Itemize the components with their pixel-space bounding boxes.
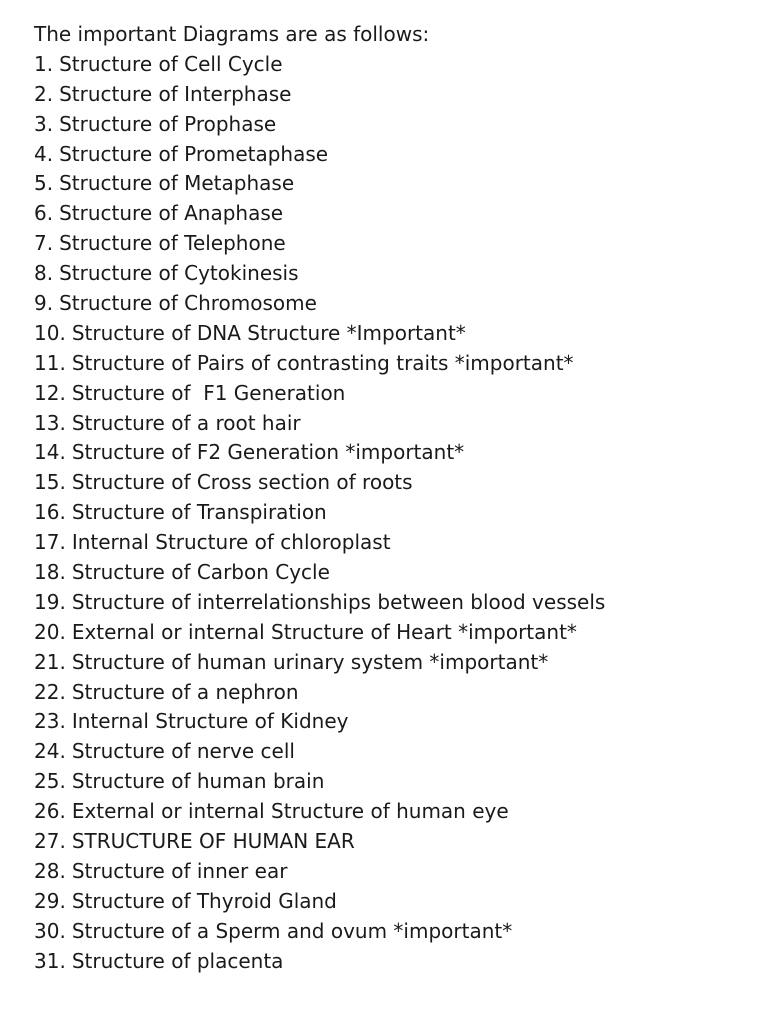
list-item-text: Structure of Prometaphase	[59, 141, 329, 166]
list-item-number: 2.	[34, 81, 54, 106]
list-item	[34, 678, 754, 708]
list-item-number: 30.	[34, 918, 66, 943]
list-item-text: Structure of placenta	[71, 948, 284, 973]
list-item-text: Structure of Anaphase	[59, 201, 284, 226]
list-item-text: Structure of Pairs of contrasting traits *important*	[71, 350, 574, 375]
list-item	[34, 379, 754, 409]
list-item-text: Structure of Cell Cycle	[59, 51, 283, 76]
list-item-text: Structure of Interphase	[59, 81, 292, 106]
list-item	[34, 438, 754, 468]
list-item	[34, 349, 754, 379]
list-item-text: Structure of nerve cell	[71, 739, 295, 764]
list-item	[34, 648, 754, 678]
list-item-number: 26.	[34, 799, 66, 824]
list-item-text: Structure of a root hair	[71, 410, 301, 435]
list-item	[34, 767, 754, 797]
list-item-number: 4.	[34, 141, 54, 166]
list-item	[34, 409, 754, 439]
list-item	[34, 289, 754, 319]
heading: The important Diagrams are as follows:	[34, 22, 430, 46]
list-item-number: 25.	[34, 769, 66, 794]
list-item-number: 15.	[34, 470, 66, 495]
list-item	[34, 827, 754, 857]
list-item-text: Structure of Carbon Cycle	[71, 560, 330, 585]
list-item	[34, 169, 754, 199]
list-item-text: Structure of Metaphase	[59, 171, 295, 196]
list-item-number: 19.	[34, 589, 66, 614]
list-item-text: Structure of Prophase	[59, 111, 277, 136]
list-item-text: Structure of Cytokinesis	[59, 261, 299, 286]
list-item-number: 1.	[34, 51, 54, 76]
list-item-number: 29.	[34, 888, 66, 913]
list-item-text: Structure of Thyroid Gland	[71, 888, 337, 913]
list-item-text: Structure of human urinary system *important*	[71, 649, 549, 674]
list-item-number: 5.	[34, 171, 54, 196]
list-item-text: Internal Structure of Kidney	[71, 709, 349, 734]
list-item-text: Structure of Transpiration	[71, 500, 327, 525]
list-item-text: Structure of F1 Generation	[71, 380, 346, 405]
list-item-number: 12.	[34, 380, 66, 405]
list-item-number: 6.	[34, 201, 54, 226]
list-item	[34, 857, 754, 887]
list-item	[34, 588, 754, 618]
list-item	[34, 468, 754, 498]
list-item	[34, 50, 754, 80]
list-item-number: 13.	[34, 410, 66, 435]
list-item-text: Structure of human brain	[71, 769, 325, 794]
list-item	[34, 80, 754, 110]
list-item-text: STRUCTURE OF HUMAN EAR	[71, 829, 355, 854]
list-item-number: 22.	[34, 679, 66, 704]
list-item	[34, 199, 754, 229]
list-item-text: External or internal Structure of Heart *important*	[71, 619, 577, 644]
list-item-number: 10.	[34, 320, 66, 345]
list-item-text: Structure of Telephone	[59, 231, 286, 256]
list-item-number: 9.	[34, 291, 54, 316]
list-item-number: 20.	[34, 619, 66, 644]
list-item	[34, 707, 754, 737]
list-item-number: 27.	[34, 829, 66, 854]
list-item-text: Structure of a Sperm and ovum *important*	[71, 918, 513, 943]
list-item	[34, 259, 754, 289]
list-item-number: 28.	[34, 858, 66, 883]
list-item	[34, 110, 754, 140]
list-item-text: Structure of inner ear	[71, 858, 288, 883]
list-item	[34, 140, 754, 170]
list-item-number: 7.	[34, 231, 54, 256]
list-item-number: 3.	[34, 111, 54, 136]
list-item	[34, 797, 754, 827]
list-item-number: 31.	[34, 948, 66, 973]
list-item-text: Structure of DNA Structure *Important*	[71, 320, 466, 345]
list-item	[34, 887, 754, 917]
list-item	[34, 737, 754, 767]
list-item-text: Structure of a nephron	[71, 679, 299, 704]
list-item-text: Internal Structure of chloroplast	[71, 530, 391, 555]
list-item-number: 18.	[34, 560, 66, 585]
list-item-number: 24.	[34, 739, 66, 764]
diagram-list	[34, 50, 754, 977]
list-item	[34, 498, 754, 528]
list-item-number: 23.	[34, 709, 66, 734]
list-item-text: Structure of F2 Generation *important*	[71, 440, 465, 465]
list-item-number: 8.	[34, 261, 54, 286]
list-item	[34, 229, 754, 259]
list-item	[34, 917, 754, 947]
list-item-text: Structure of Chromosome	[59, 291, 317, 316]
list-item	[34, 947, 754, 977]
list-item-text: Structure of Cross section of roots	[71, 470, 413, 495]
document-body	[34, 20, 754, 977]
list-item-number: 17.	[34, 530, 66, 555]
list-item	[34, 528, 754, 558]
list-item-number: 16.	[34, 500, 66, 525]
list-item-text: Structure of interrelationships between blood vessels	[71, 589, 606, 614]
list-item-text: External or internal Structure of human eye	[71, 799, 509, 824]
list-item	[34, 319, 754, 349]
list-item-number: 11.	[34, 350, 66, 375]
list-item-number: 21.	[34, 649, 66, 674]
list-item	[34, 558, 754, 588]
list-item-number: 14.	[34, 440, 66, 465]
list-item	[34, 618, 754, 648]
